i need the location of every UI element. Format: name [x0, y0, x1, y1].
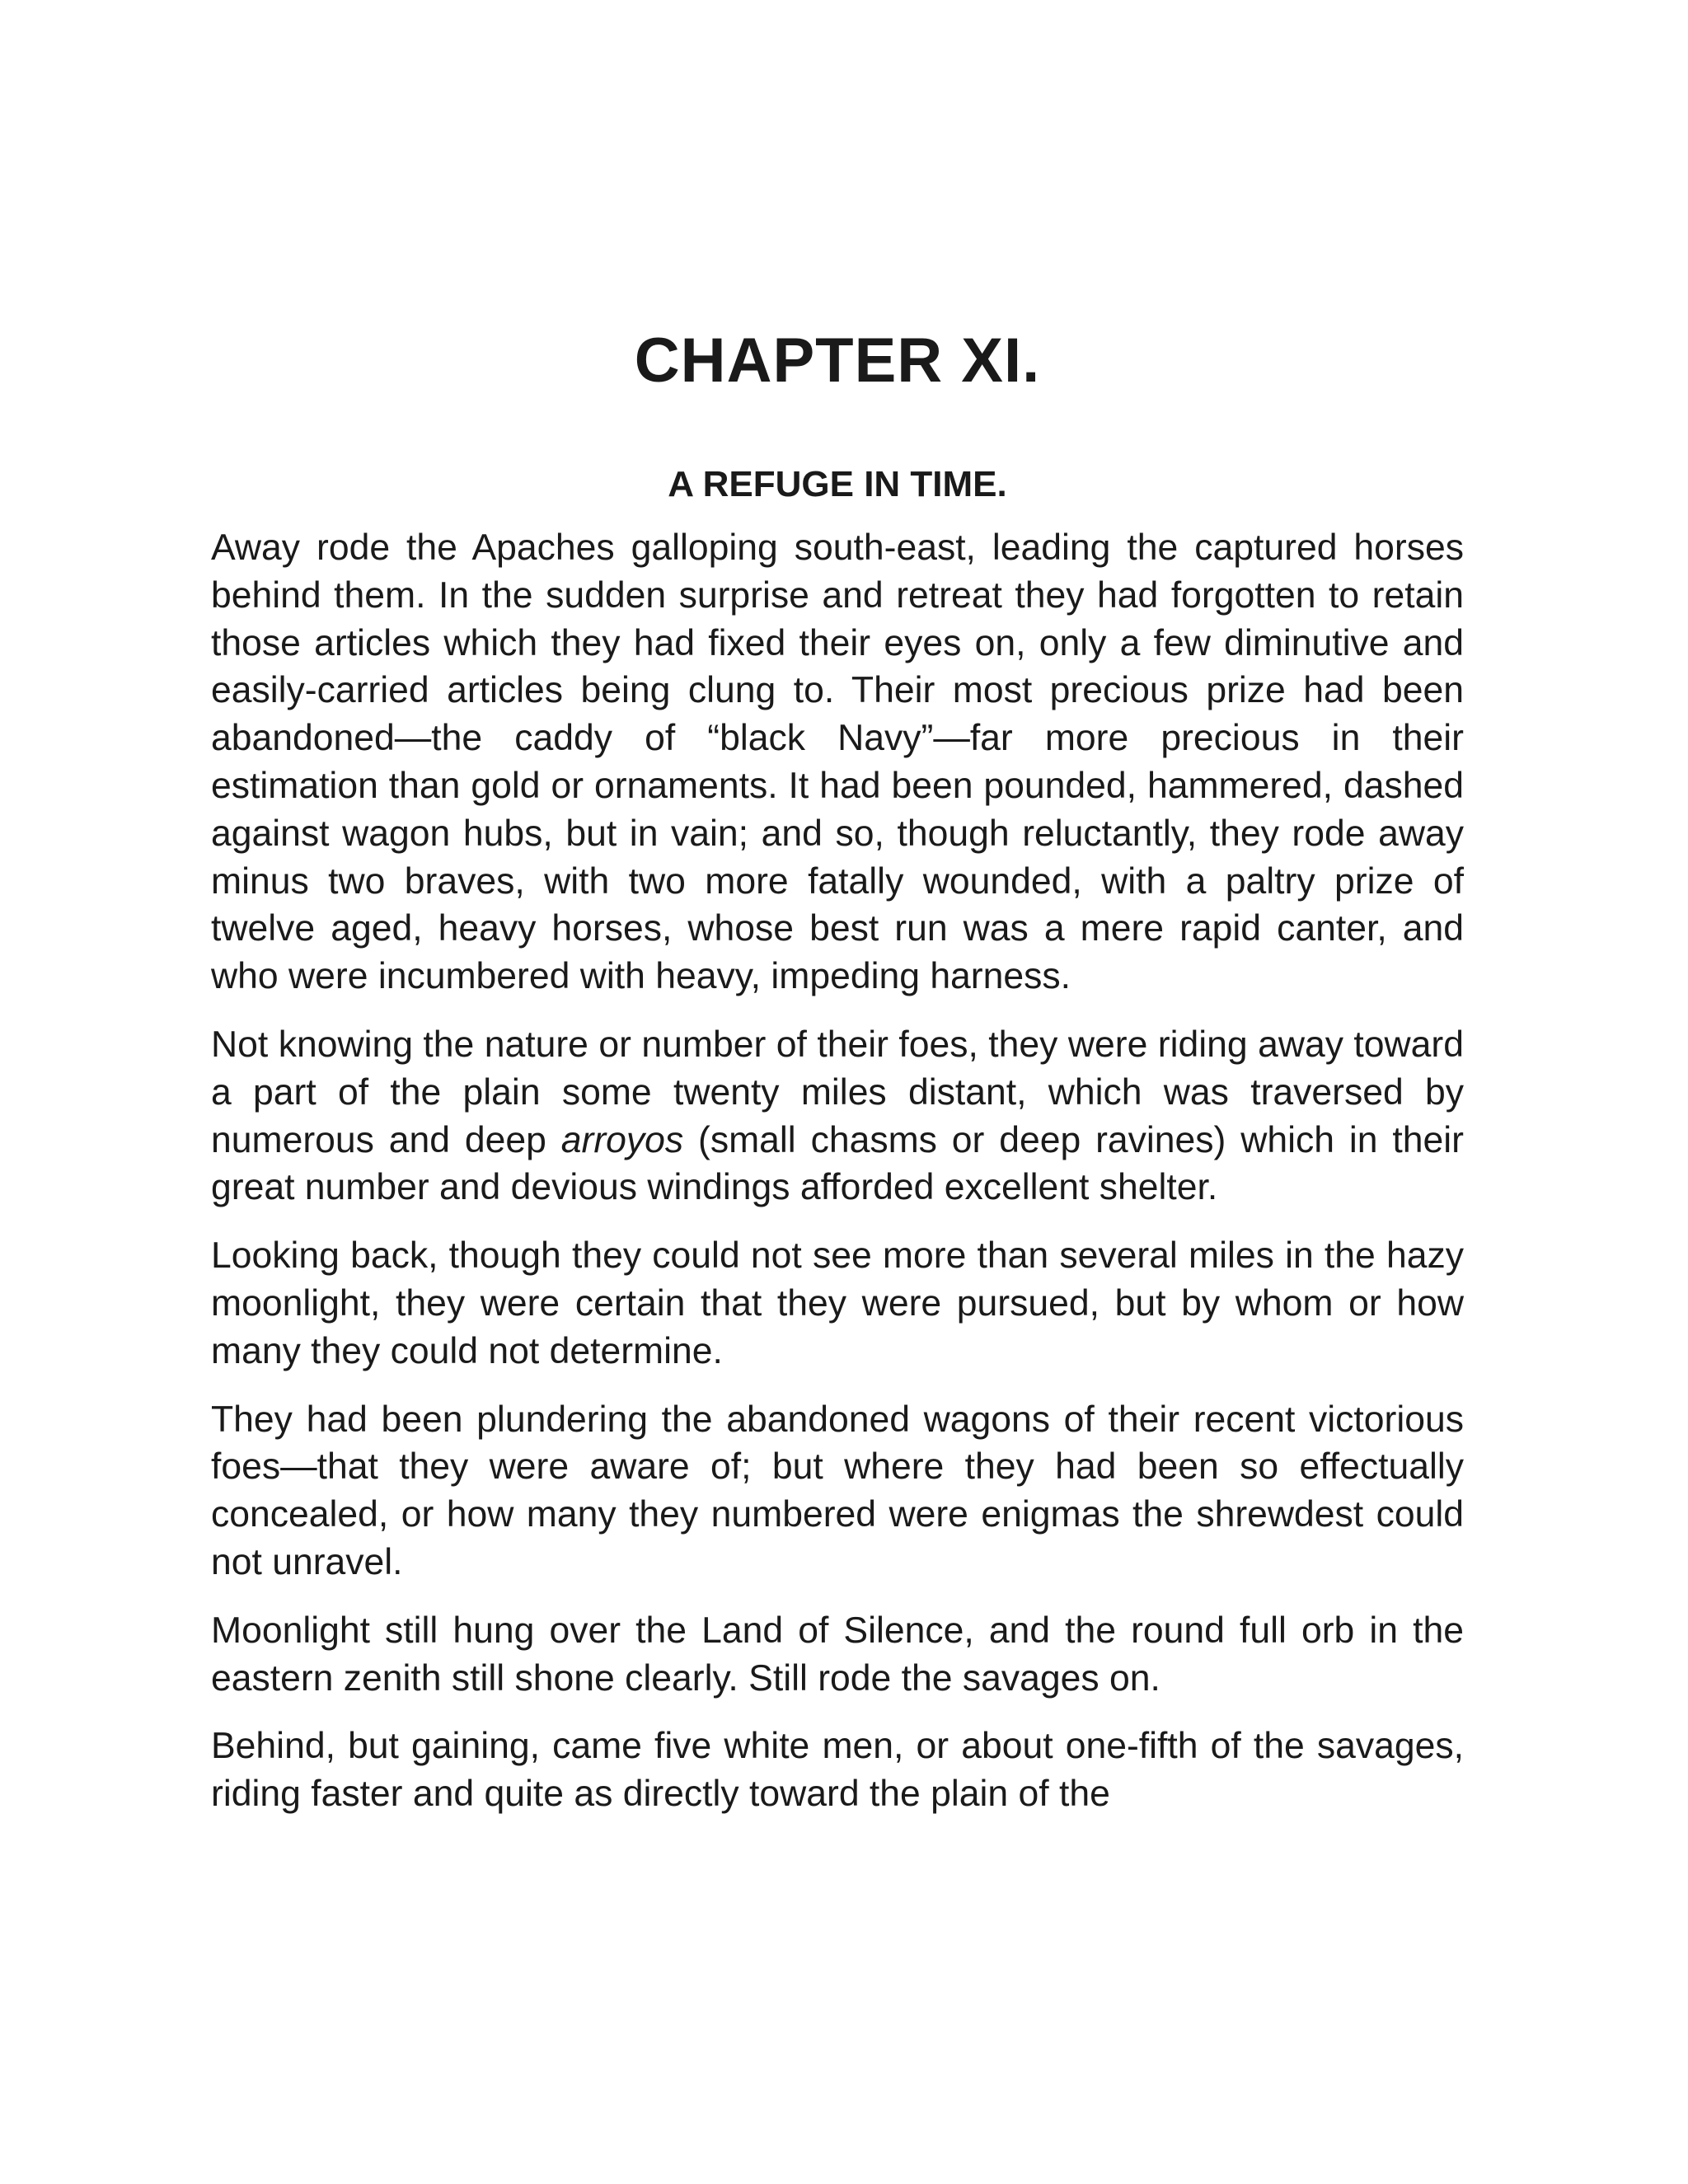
paragraph-2-start: Not knowing the nature or number of their foes, they were riding away toward a part of the plain some twenty miles distant, which was traversed by numerous and deep	[211, 1024, 1464, 1160]
chapter-subtitle: A REFUGE IN TIME.	[668, 464, 1007, 504]
paragraph-3: Looking back, though they could not see more than several miles in the hazy moonlight, they were certain that they were pursued, but by whom or how many they could not determine.	[211, 1235, 1464, 1371]
chapter-body	[211, 524, 1464, 1839]
paragraph-1: Away rode the Apaches galloping south-east, leading the captured horses behind them. In the sudden surprise and retreat they had forgotten to retain those articles which they had fixed their eyes on, only a few diminutive and easily-carried articles being clung to. Their most precious prize had been abandoned—the caddy of “black Navy”—far more precious in their estimation than gold or ornaments. It had been pounded, hammered, dashed against wagon hubs, but in vain; and so, though reluctantly, they rode away minus two braves, with two more fatally wounded, with a paltry prize of twelve aged, heavy horses, whose best run was a mere rapid canter, and who were incumbered with heavy, impeding harness.	[211, 527, 1464, 997]
chapter-title: CHAPTER XI.	[634, 326, 1041, 396]
italic-term: arroyos	[560, 1119, 684, 1160]
book-page	[211, 0, 1464, 2184]
paragraph-4: They had been plundering the abandoned wagons of their recent victorious foes—that they were aware of; but where they had been so effectually concealed, or how many they numbered were enigmas the shrewdest could not unravel.	[211, 1399, 1464, 1582]
paragraph-5: Moonlight still hung over the Land of Silence, and the round full orb in the eastern zenith still shone clearly. Still rode the savages on.	[211, 1610, 1464, 1699]
paragraph-2	[211, 1021, 1464, 1212]
paragraph-6: Behind, but gaining, came five white men, or about one-fifth of the savages, riding faster and quite as directly toward the plain of the	[211, 1726, 1464, 1815]
paragraph-2-end: (small chasms or deep ravines) which in their great number and devious windings afforded excellent shelter.	[211, 1119, 1464, 1208]
